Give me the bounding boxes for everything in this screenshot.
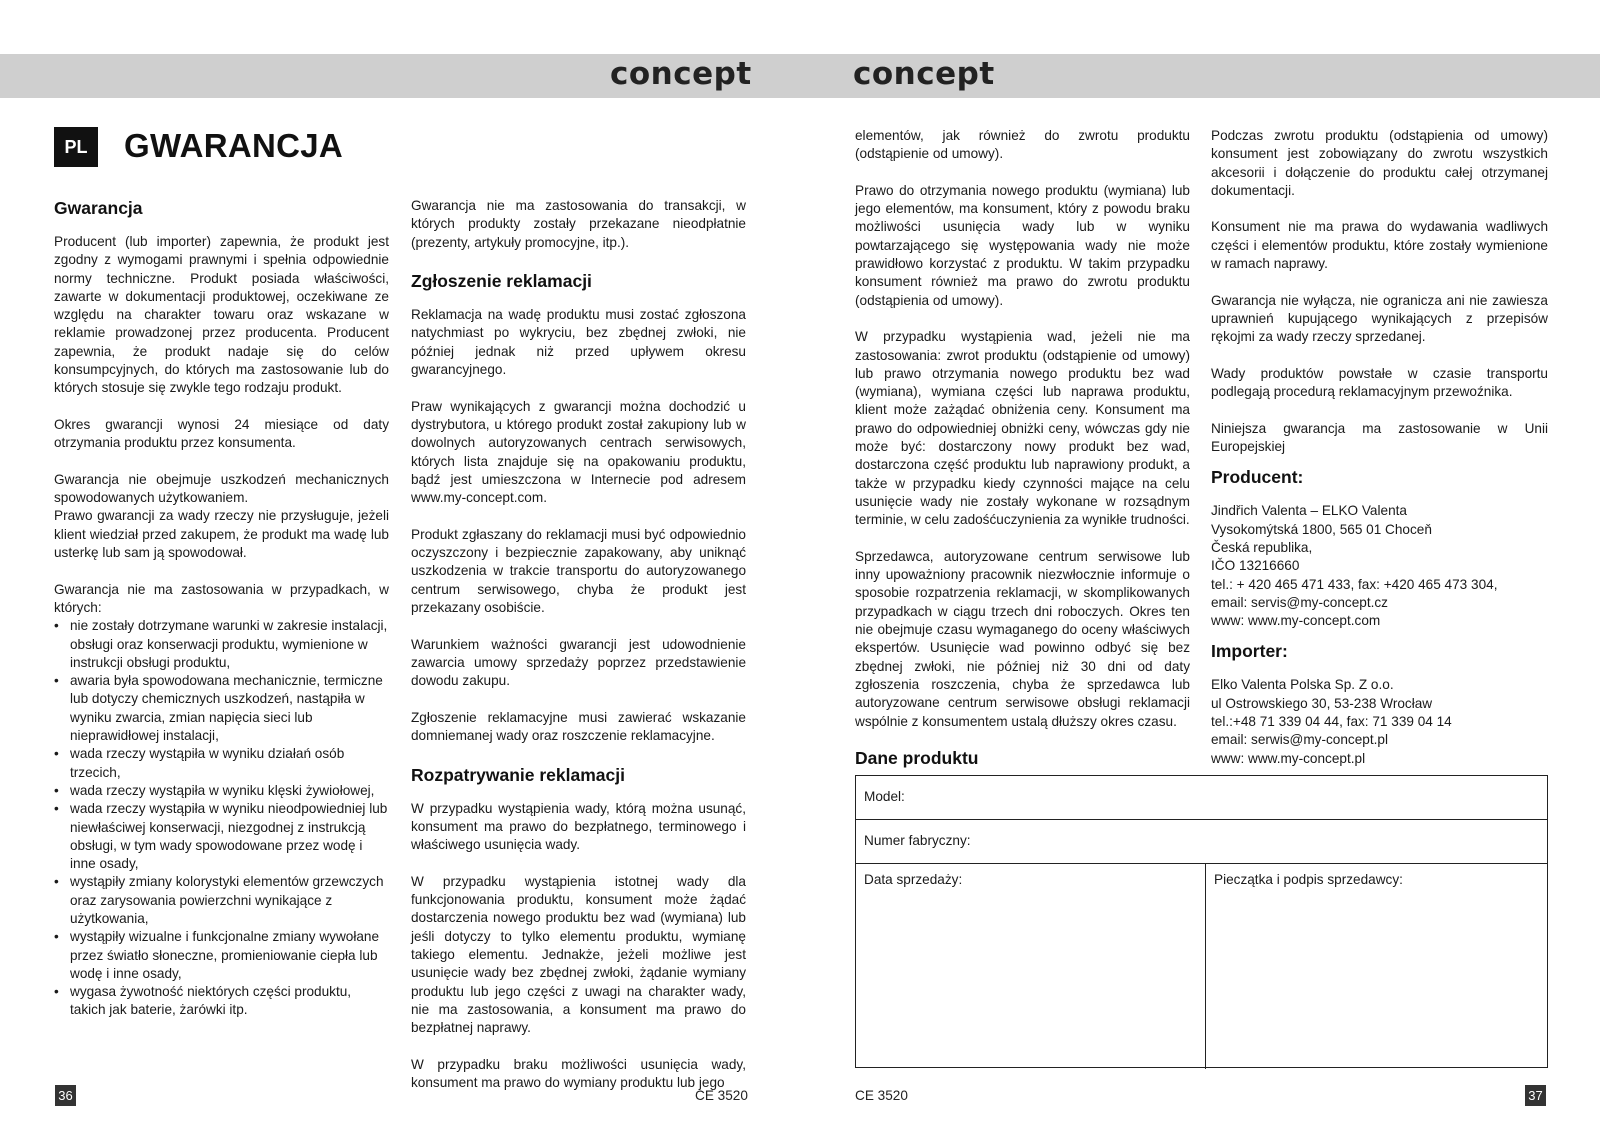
concept-logo-right: concept (853, 56, 995, 92)
column-2 (411, 197, 746, 1092)
paragraph: Zgłoszenie reklamacyjne musi zawierać wskazanie domniemanej wady oraz roszczenie reklamacyjne. (411, 709, 746, 744)
importer-address (1211, 676, 1548, 767)
list-item: • wada rzeczy wystąpiła w wyniku działań osób trzecich, (54, 745, 389, 782)
model-code-left: CE 3520 (695, 1088, 748, 1103)
paragraph: Prawo do otrzymania nowego produktu (wymiana) lub jego elementów, ma konsument, który z powodu braku możliwości usunięcia wady lub w wyniku powtarzającego się występowania wady nie może prawidłowo korzystać z produktu. W takim przypadku konsument również ma prawo do zwrotu produktu (odstąpienia od umowy). (855, 182, 1190, 308)
paragraph: Wady produktów powstałe w czasie transportu podlegają procedurą reklamacyjnym przewoźnika. (1211, 365, 1548, 400)
serial-number-field (856, 820, 1547, 864)
column-3 (855, 127, 1190, 731)
address-line: ul Ostrowskiego 30, 53-238 Wrocław (1211, 695, 1433, 711)
paragraph: W przypadku wystąpienia wady, którą można usunąć, konsument ma prawo do bezpłatnego, terminowego i właściwego usunięcia wady. (411, 800, 746, 853)
address-line: tel.: + 420 465 471 433, fax: +420 465 473 304, (1211, 576, 1498, 592)
address-line: Jindřich Valenta – ELKO Valenta (1211, 503, 1407, 519)
list-item: • wada rzeczy wystąpiła w wyniku klęski żywiołowej, (54, 782, 389, 800)
page-number-right: 37 (1525, 1085, 1546, 1106)
list-item: • nie zostały dotrzymane warunki w zakresie instalacji, obsługi oraz konserwacji produktu, wymienione w instrukcji obsługi produktu, (54, 617, 389, 672)
paragraph: Niniejsza gwarancja ma zastosowanie w Unii Europejskiej (1211, 420, 1548, 455)
section-heading-zgloszenie: Zgłoszenie reklamacji (411, 271, 592, 292)
sale-date-label: Data sprzedaży: (864, 872, 963, 887)
paragraph: Reklamacja na wadę produktu musi zostać zgłoszona natychmiast po wykryciu, bez zbędnej zwłoki, nie później jednak niż przed upływem okresu gwarancyjnego. (411, 307, 746, 378)
column-4 (1211, 127, 1548, 768)
address-line: email: serwis@my-concept.pl (1211, 732, 1388, 748)
address-line: Vysokomýtská 1800, 565 01 Choceň (1211, 521, 1432, 537)
paragraph: W przypadku wystąpienia wad, jeżeli nie ma zastosowania: zwrot produktu (odstąpienie od umowy) lub prawo otrzymania nowego produktu bez wad (wymiana), wymiana części lub naprawa produktu, klient może zażądać obniżenia ceny. Konsument ma prawo do odpowiedniej obniżki ceny, wówczas gdy nie może być: dostarczony nowy produkt bez wad, dostarczona część produktu lub naprawiony produkt, a także w przypadku kiedy czynności mające na celu usunięcie wady nie zostały wykonane w rozsądnym terminie, w celu zadośćuczynienia za wynikłe trudności. (855, 329, 1190, 528)
product-data-form (855, 775, 1548, 1068)
language-badge: PL (54, 127, 98, 167)
paragraph: Podczas zwrotu produktu (odstąpienia od umowy) konsument jest zobowiązany do zwrotu wszystkich akcesorii i dołączenie do produktu całej otrzymanej dokumentacji. (1211, 128, 1548, 198)
paragraph: Gwarancja nie ma zastosowania do transakcji, w których produkty zostały przekazane nieodpłatnie (prezenty, artykuły promocyjne, itp.). (411, 198, 746, 250)
paragraph: Gwarancja nie ma zastosowania w przypadkach, w których: (54, 581, 389, 615)
address-line: IČO 13216660 (1211, 558, 1300, 574)
list-item: • awaria była spowodowana mechanicznie, termiczne lub dotyczy chemicznych uszkodzeń, nastąpiła w wyniku zwarcia, zmian napięcia sieci lub nieprawidłowej instalacji, (54, 672, 389, 745)
model-label: Model: (864, 789, 905, 804)
model-field (856, 776, 1547, 820)
producer-heading: Producent: (1211, 467, 1304, 488)
paragraph: Praw wynikających z gwarancji można dochodzić u dystrybutora, u którego produkt został zakupiony lub w dowolnych autoryzowanych centrach serwisowych, których lista znajduje się na opakowaniu produktu, bądź jest umieszczona w Internecie pod adresem www.my-concept.com. (411, 398, 746, 506)
paragraph: Sprzedawca, autoryzowane centrum serwisowe lub inny upoważniony pracownik niezwłocznie informuje o sposobie rozpatrzenia reklamacji, w skomplikowanych przypadkach w ciągu trzech dni roboczych. Okres ten nie obejmuje czasu wymaganego do oceny właściwych ekspertów. Usunięcie wad powinno odbyć się bez zbędnej zwłoki, nie później niż 30 dni od daty zgłoszenia roszczenia, chyba że sprzedawca lub autoryzowane centrum serwisowe obsługi reklamacji wspólnie z konsumentem ustalą dłuższy okres czasu. (855, 548, 1190, 729)
section-heading-rozpatrywanie: Rozpatrywanie reklamacji (411, 764, 625, 785)
seller-stamp-label: Pieczątka i podpis sprzedawcy: (1214, 872, 1403, 887)
paragraph: Konsument nie ma prawa do wydawania wadliwych części i elementów produktu, które zostały wymienione w ramach naprawy. (1211, 219, 1548, 272)
paragraph: W przypadku braku możliwości usunięcia wady, konsument ma prawo do wymiany produktu lub jego (411, 1056, 746, 1091)
importer-heading: Importer: (1211, 641, 1288, 662)
address-line: email: servis@my-concept.cz (1211, 594, 1388, 610)
paragraph: elementów, jak również do zwrotu produktu (odstąpienie od umowy). (855, 128, 1190, 162)
section-heading-gwarancja: Gwarancja (54, 198, 143, 218)
paragraph: Okres gwarancji wynosi 24 miesiące od daty otrzymania produktu przez konsumenta. (54, 416, 389, 451)
paragraph: W przypadku wystąpienia istotnej wady dla funkcjonowania produktu, konsument może żądać dostarczenia nowego produktu bez wad (wymiana) lub jeśli dotyczy to tylko elementu produktu, wymianę takiego elementu. Jednakże, jeżeli możliwe jest usunięcie wady bez zbędnej zwłoki, żądanie wymiany produktu lub jego części z uwagi na charakter wady, nie ma zastosowania, a konsument ma prawo do bezpłatnej naprawy. (411, 873, 746, 1036)
list-item: • wystąpiły zmiany kolorystyki elementów grzewczych oraz zarysowania powierzchni wynikające z użytkowania, (54, 873, 389, 928)
paragraph: Prawo gwarancji za wady rzeczy nie przysługuje, jeżeli klient wiedział przed zakupem, że produkt ma wadę lub usterkę lub sam ją spowodował. (54, 508, 389, 561)
page-title: GWARANCJA (124, 127, 344, 164)
page-number-left: 36 (55, 1085, 76, 1106)
paragraph: Produkt zgłaszany do reklamacji musi być odpowiednio oczyszczony i bezpiecznie zapakowany, aby uniknąć uszkodzenia w trakcie transportu do autoryzowanego centrum serwisowego, chyba że produkt jest przekazany osobiście. (411, 526, 746, 615)
concept-logo-left: concept (610, 56, 752, 92)
paragraph: Warunkiem ważności gwarancji jest udowodnienie zawarcia umowy sprzedaży poprzez przedstawienie dowodu zakupu. (411, 636, 746, 689)
seller-stamp-field (1206, 864, 1547, 1069)
address-line: www: www.my-concept.pl (1211, 750, 1366, 766)
address-line: Česká republika, (1211, 539, 1313, 555)
address-line: tel.:+48 71 339 04 44, fax: 71 339 04 14 (1211, 714, 1452, 730)
model-code-right: CE 3520 (855, 1088, 908, 1103)
header-bar (0, 54, 1600, 98)
address-line: www: www.my-concept.com (1211, 613, 1381, 629)
address-line: Elko Valenta Polska Sp. Z o.o. (1211, 677, 1394, 693)
producer-address (1211, 502, 1548, 630)
list-item: • wystąpiły wizualne i funkcjonalne zmiany wywołane przez światło słoneczne, promieniowanie ciepła lub wodę i inne osady, (54, 928, 389, 983)
product-data-heading: Dane produktu (855, 748, 979, 768)
paragraph: Gwarancja nie wyłącza, nie ogranicza ani nie zawiesza uprawnień kupującego wynikających z przepisów rękojmi za wady rzeczy sprzedanej. (1211, 292, 1548, 345)
sale-date-field (856, 864, 1206, 1069)
paragraph: Gwarancja nie obejmuje uszkodzeń mechanicznych spowodowanych użytkowaniem. (54, 471, 389, 506)
list-item: • wada rzeczy wystąpiła w wyniku nieodpowiedniej lub niewłaściwej konserwacji, niezgodnej z instrukcją obsługi, w tym wady spowodowane przez wodę i inne osady, (54, 800, 389, 873)
list-item: • wygasa żywotność niektórych części produktu, takich jak baterie, żarówki itp. (54, 983, 389, 1020)
serial-number-label: Numer fabryczny: (864, 833, 971, 848)
exclusions-list (54, 617, 389, 1020)
column-1 (54, 197, 389, 1020)
paragraph: Producent (lub importer) zapewnia, że produkt jest zgodny z wymogami prawnymi i spełnia odpowiednie normy techniczne. Produkt posiada właściwości, zawarte w dokumentacji produktowej, oczekiwane ze względu na charakter towaru oraz wskazane w reklamie prowadzonej przez producenta. Producent zapewnia, że produkt nadaje się do celów konsumpcyjnych, do których ma zastosowanie lub do których stosuje się zwykle tego rodzaju produkt. (54, 234, 389, 396)
